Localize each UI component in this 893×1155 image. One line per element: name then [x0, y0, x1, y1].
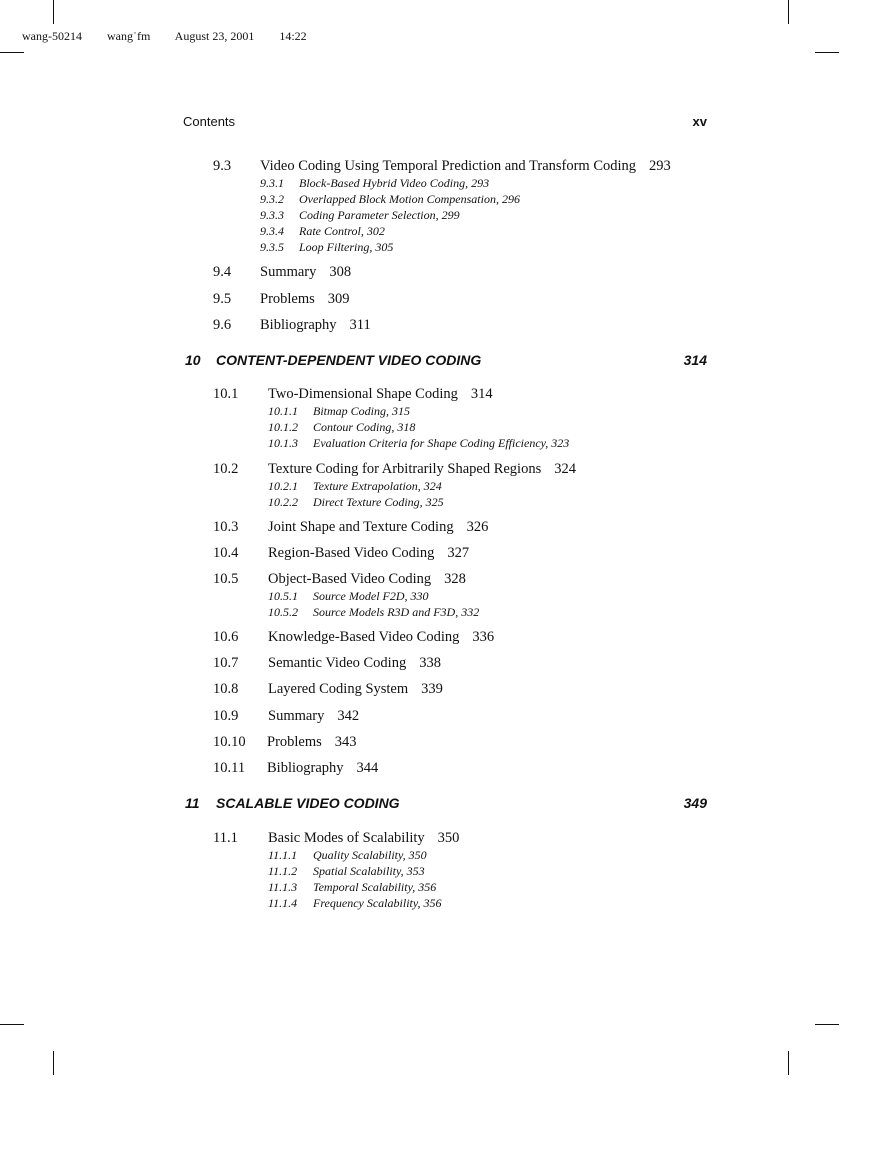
- subsection-number: 10.2.2: [268, 495, 298, 509]
- subsection-text: Block-Based Hybrid Video Coding, 293: [299, 176, 490, 190]
- section-page: 338: [419, 655, 441, 671]
- toc-subsection: [268, 880, 436, 895]
- subsection-number: 11.1.2: [268, 864, 298, 878]
- section-title: Problems: [267, 734, 322, 750]
- section-number: 10.8: [213, 681, 239, 697]
- toc-section: [213, 571, 466, 588]
- toc-subsection: [268, 848, 427, 863]
- toc-section: [213, 830, 459, 847]
- section-title: Knowledge-Based Video Coding: [268, 629, 460, 645]
- crop-mark: [815, 52, 839, 53]
- toc-subsection: [268, 420, 415, 435]
- section-title: Region-Based Video Coding: [268, 545, 435, 561]
- subsection-number: 10.1.3: [268, 436, 298, 450]
- toc-section: [213, 264, 351, 281]
- crop-mark: [788, 1051, 789, 1075]
- section-page: 327: [447, 545, 470, 561]
- subsection-text: Frequency Scalability, 356: [313, 896, 442, 910]
- section-page: 324: [554, 461, 576, 477]
- crop-mark: [0, 1024, 24, 1025]
- toc-subsection: [260, 176, 489, 191]
- section-page: 344: [356, 760, 379, 776]
- section-title: Two-Dimensional Shape Coding: [268, 386, 458, 402]
- chapter-number: 11: [185, 795, 200, 811]
- section-number: 9.3: [213, 158, 232, 174]
- chapter-page: 349: [683, 795, 707, 811]
- toc-section: [213, 760, 378, 777]
- section-title: Basic Modes of Scalability: [268, 830, 425, 846]
- section-page: 309: [327, 291, 350, 307]
- subsection-text: Overlapped Block Motion Compensation, 296: [299, 192, 520, 206]
- running-head: [183, 114, 707, 129]
- toc-subsection: [268, 605, 479, 620]
- toc-subsection: [260, 208, 460, 223]
- subsection-text: Direct Texture Coding, 325: [313, 495, 444, 509]
- section-page: 339: [421, 681, 443, 697]
- section-title: Bibliography: [267, 760, 344, 776]
- section-number: 10.1: [213, 386, 239, 402]
- toc-section: [213, 734, 357, 751]
- section-title: Layered Coding System: [268, 681, 409, 697]
- subsection-text: Texture Extrapolation, 324: [313, 479, 442, 493]
- subsection-text: Bitmap Coding, 315: [313, 404, 411, 418]
- chapter-page: 314: [683, 352, 707, 368]
- running-head-page: xv: [692, 114, 707, 129]
- subsection-number: 9.3.5: [260, 240, 284, 254]
- subsection-number: 11.1.4: [268, 896, 298, 910]
- section-title: Summary: [260, 264, 317, 280]
- toc-subsection: [268, 479, 442, 494]
- subsection-number: 11.1.3: [268, 880, 298, 894]
- toc-chapter: [185, 795, 707, 811]
- toc-subsection: [268, 404, 410, 419]
- section-number: 10.6: [213, 629, 239, 645]
- section-title: Video Coding Using Temporal Prediction and Transform Coding: [260, 158, 637, 174]
- section-number: 10.5: [213, 571, 239, 587]
- section-number: 10.2: [213, 461, 239, 477]
- slug-file: wang˙fm: [107, 29, 151, 43]
- slug-date: August 23, 2001: [174, 29, 255, 43]
- crop-mark: [0, 52, 24, 53]
- toc-subsection: [268, 896, 442, 911]
- section-page: 308: [329, 264, 352, 280]
- toc-subsection: [268, 495, 444, 510]
- subsection-text: Contour Coding, 318: [313, 420, 416, 434]
- section-number: 10.11: [213, 760, 246, 776]
- section-number: 10.4: [213, 545, 239, 561]
- chapter-title: SCALABLE VIDEO CODING: [216, 795, 400, 811]
- slug-time: 14:22: [279, 29, 307, 43]
- toc-subsection: [268, 436, 569, 451]
- section-page: 293: [649, 158, 671, 174]
- section-page: 311: [349, 317, 371, 333]
- section-number: 9.4: [213, 264, 232, 280]
- section-page: 343: [334, 734, 357, 750]
- section-title: Semantic Video Coding: [268, 655, 407, 671]
- toc-section: [213, 655, 441, 672]
- section-number: 9.6: [213, 317, 232, 333]
- toc-section: [213, 317, 371, 334]
- subsection-number: 9.3.4: [260, 224, 284, 238]
- toc-section: [213, 708, 359, 725]
- subsection-text: Quality Scalability, 350: [313, 848, 427, 862]
- subsection-number: 10.5.2: [268, 605, 298, 619]
- subsection-number: 10.1.2: [268, 420, 298, 434]
- subsection-text: Source Model F2D, 330: [313, 589, 429, 603]
- section-title: Texture Coding for Arbitrarily Shaped Regions: [268, 461, 542, 477]
- section-number: 10.7: [213, 655, 239, 671]
- section-title: Summary: [268, 708, 325, 724]
- section-page: 328: [444, 571, 466, 587]
- subsection-number: 10.5.1: [268, 589, 298, 603]
- toc-subsection: [260, 224, 385, 239]
- slug-id: wang-50214: [22, 29, 82, 43]
- chapter-title: CONTENT-DEPENDENT VIDEO CODING: [216, 352, 482, 368]
- subsection-text: Coding Parameter Selection, 299: [299, 208, 460, 222]
- crop-mark: [53, 1051, 54, 1075]
- section-title: Problems: [260, 291, 315, 307]
- section-title: Bibliography: [260, 317, 337, 333]
- section-page: 326: [466, 519, 489, 535]
- toc-section: [213, 386, 493, 403]
- section-page: 342: [337, 708, 360, 724]
- subsection-number: 9.3.2: [260, 192, 284, 206]
- running-head-title: Contents: [183, 114, 236, 129]
- section-page: 314: [470, 386, 493, 402]
- section-title: Object-Based Video Coding: [268, 571, 432, 587]
- section-page: 336: [472, 629, 495, 645]
- section-number: 10.10: [213, 734, 246, 750]
- subsection-text: Rate Control, 302: [299, 224, 385, 238]
- toc-subsection: [260, 240, 393, 255]
- toc-subsection: [260, 192, 520, 207]
- toc-section: [213, 158, 671, 175]
- subsection-number: 11.1.1: [268, 848, 298, 862]
- section-number: 10.3: [213, 519, 239, 535]
- toc-section: [213, 291, 350, 308]
- subsection-number: 10.2.1: [268, 479, 298, 493]
- toc-chapter: [185, 352, 707, 368]
- crop-mark: [815, 1024, 839, 1025]
- toc-section: [213, 629, 494, 646]
- section-title: Joint Shape and Texture Coding: [268, 519, 454, 535]
- subsection-number: 9.3.3: [260, 208, 284, 222]
- toc-section: [213, 681, 443, 698]
- toc-section: [213, 545, 469, 562]
- chapter-number: 10: [185, 352, 201, 368]
- toc-subsection: [268, 864, 425, 879]
- subsection-text: Temporal Scalability, 356: [313, 880, 437, 894]
- section-number: 9.5: [213, 291, 232, 307]
- subsection-number: 9.3.1: [260, 176, 284, 190]
- subsection-text: Spatial Scalability, 353: [313, 864, 425, 878]
- subsection-text: Loop Filtering, 305: [299, 240, 394, 254]
- toc-section: [213, 461, 576, 478]
- crop-mark: [788, 0, 789, 24]
- print-slug: [22, 29, 329, 44]
- subsection-number: 10.1.1: [268, 404, 298, 418]
- toc-section: [213, 519, 488, 536]
- section-number: 11.1: [213, 830, 238, 846]
- section-number: 10.9: [213, 708, 239, 724]
- toc-subsection: [268, 589, 429, 604]
- subsection-text: Evaluation Criteria for Shape Coding Efficiency, 323: [313, 436, 570, 450]
- subsection-text: Source Models R3D and F3D, 332: [313, 605, 480, 619]
- crop-mark: [53, 0, 54, 24]
- section-page: 350: [437, 830, 460, 846]
